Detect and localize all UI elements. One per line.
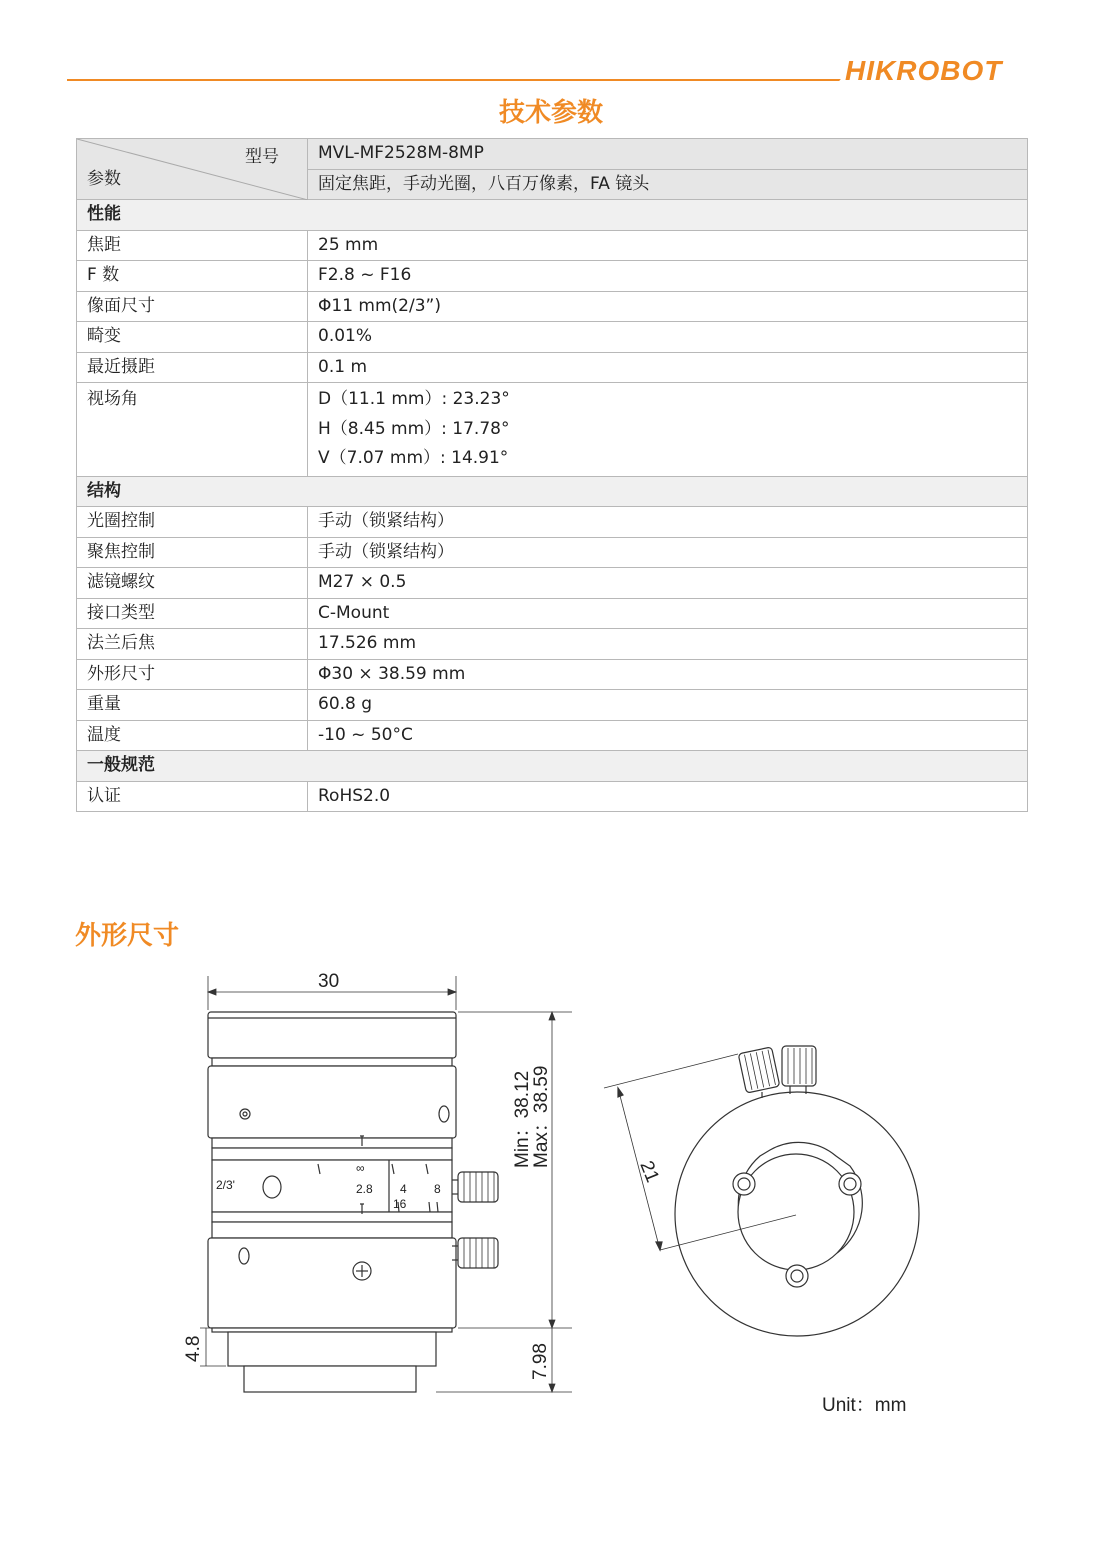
param-label: 光圈控制 — [77, 507, 308, 538]
param-value: 0.1 m — [308, 352, 1028, 383]
spec-table — [76, 138, 1028, 812]
table-row — [77, 507, 1028, 538]
mount-left-dim-label: 4.8 — [183, 1335, 204, 1362]
table-row — [77, 352, 1028, 383]
table-row — [77, 291, 1028, 322]
param-value: Φ30 × 38.59 mm — [308, 659, 1028, 690]
param-value: Φ11 mm(2/3”) — [308, 291, 1028, 322]
param-label: 接口类型 — [77, 598, 308, 629]
table-row — [77, 659, 1028, 690]
dimension-drawing — [0, 960, 1102, 1420]
table-row — [77, 261, 1028, 292]
param-label: 法兰后焦 — [77, 629, 308, 660]
dimension-title: 外形尺寸 — [75, 921, 180, 951]
length-max-label: Max：38.59 — [531, 1065, 552, 1168]
table-row — [77, 629, 1028, 660]
param-label: 焦距 — [77, 230, 308, 261]
param-value: F2.8 ~ F16 — [308, 261, 1028, 292]
section-header-row — [77, 200, 1028, 231]
section-title: 一般规范 — [77, 751, 1028, 782]
param-label: 聚焦控制 — [77, 537, 308, 568]
model-value: MVL-MF2528M-8MP — [308, 139, 1028, 170]
aperture-f28-label: 2.8 — [356, 1182, 373, 1196]
param-value: -10 ~ 50°C — [308, 720, 1028, 751]
table-row — [77, 690, 1028, 721]
table-row — [77, 322, 1028, 353]
corner-model-label: 型号 — [245, 147, 279, 167]
table-row — [77, 383, 1028, 477]
unit-label: Unit：mm — [822, 1395, 907, 1416]
header-rule — [67, 79, 830, 81]
param-label: 畸变 — [77, 322, 308, 353]
param-value: 60.8 g — [308, 690, 1028, 721]
param-value: RoHS2.0 — [308, 781, 1028, 812]
mount-right-dim-label: 7.98 — [530, 1343, 551, 1380]
param-label: 滤镜螺纹 — [77, 568, 308, 599]
param-value: M27 × 0.5 — [308, 568, 1028, 599]
aperture-f16-label: 16 — [393, 1197, 407, 1211]
param-value: C-Mount — [308, 598, 1028, 629]
corner-param-label: 参数 — [87, 168, 121, 189]
focus-infinity-label: ∞ — [356, 1161, 365, 1175]
screw-dim-label: 21 — [635, 1158, 663, 1186]
section-title: 结构 — [77, 476, 1028, 507]
table-header-row — [77, 139, 1028, 170]
param-label: 最近摄距 — [77, 352, 308, 383]
param-value: 17.526 mm — [308, 629, 1028, 660]
param-label: 外形尺寸 — [77, 659, 308, 690]
param-value: 手动（锁紧结构） — [308, 507, 1028, 538]
section-header-row — [77, 476, 1028, 507]
param-label: F 数 — [77, 261, 308, 292]
param-value: 25 mm — [308, 230, 1028, 261]
page-title: 技术参数 — [498, 98, 603, 128]
iris-size-label: 2/3' — [216, 1178, 235, 1192]
aperture-f8-label: 8 — [434, 1182, 441, 1196]
section-title: 性能 — [77, 200, 1028, 231]
param-label: 像面尺寸 — [77, 291, 308, 322]
fov-label: 视场角 — [77, 383, 308, 477]
table-row — [77, 568, 1028, 599]
table-row — [77, 720, 1028, 751]
model-description: 固定焦距，手动光圈，八百万像素，FA 镜头 — [308, 169, 1028, 200]
param-value: 0.01% — [308, 322, 1028, 353]
width-dim-label: 30 — [318, 971, 340, 992]
table-row — [77, 230, 1028, 261]
fov-line: V（7.07 mm）: 14.91° — [318, 448, 509, 468]
table-row — [77, 781, 1028, 812]
param-label: 温度 — [77, 720, 308, 751]
param-label: 认证 — [77, 781, 308, 812]
corner-cell — [77, 139, 308, 200]
aperture-f4-label: 4 — [400, 1182, 407, 1196]
param-value: 手动（锁紧结构） — [308, 537, 1028, 568]
fov-values — [308, 383, 1028, 477]
param-label: 重量 — [77, 690, 308, 721]
header-rule-tail — [825, 79, 841, 81]
table-row — [77, 598, 1028, 629]
section-header-row — [77, 751, 1028, 782]
table-row — [77, 537, 1028, 568]
length-min-label: Min：38.12 — [512, 1070, 533, 1168]
lens-front-view — [604, 1046, 919, 1336]
fov-line: D（11.1 mm）: 23.23° — [318, 389, 510, 409]
fov-line: H（8.45 mm）: 17.78° — [318, 418, 510, 439]
lens-side-view — [208, 1012, 498, 1392]
brand-logo: HIKROBOT — [845, 55, 1003, 86]
